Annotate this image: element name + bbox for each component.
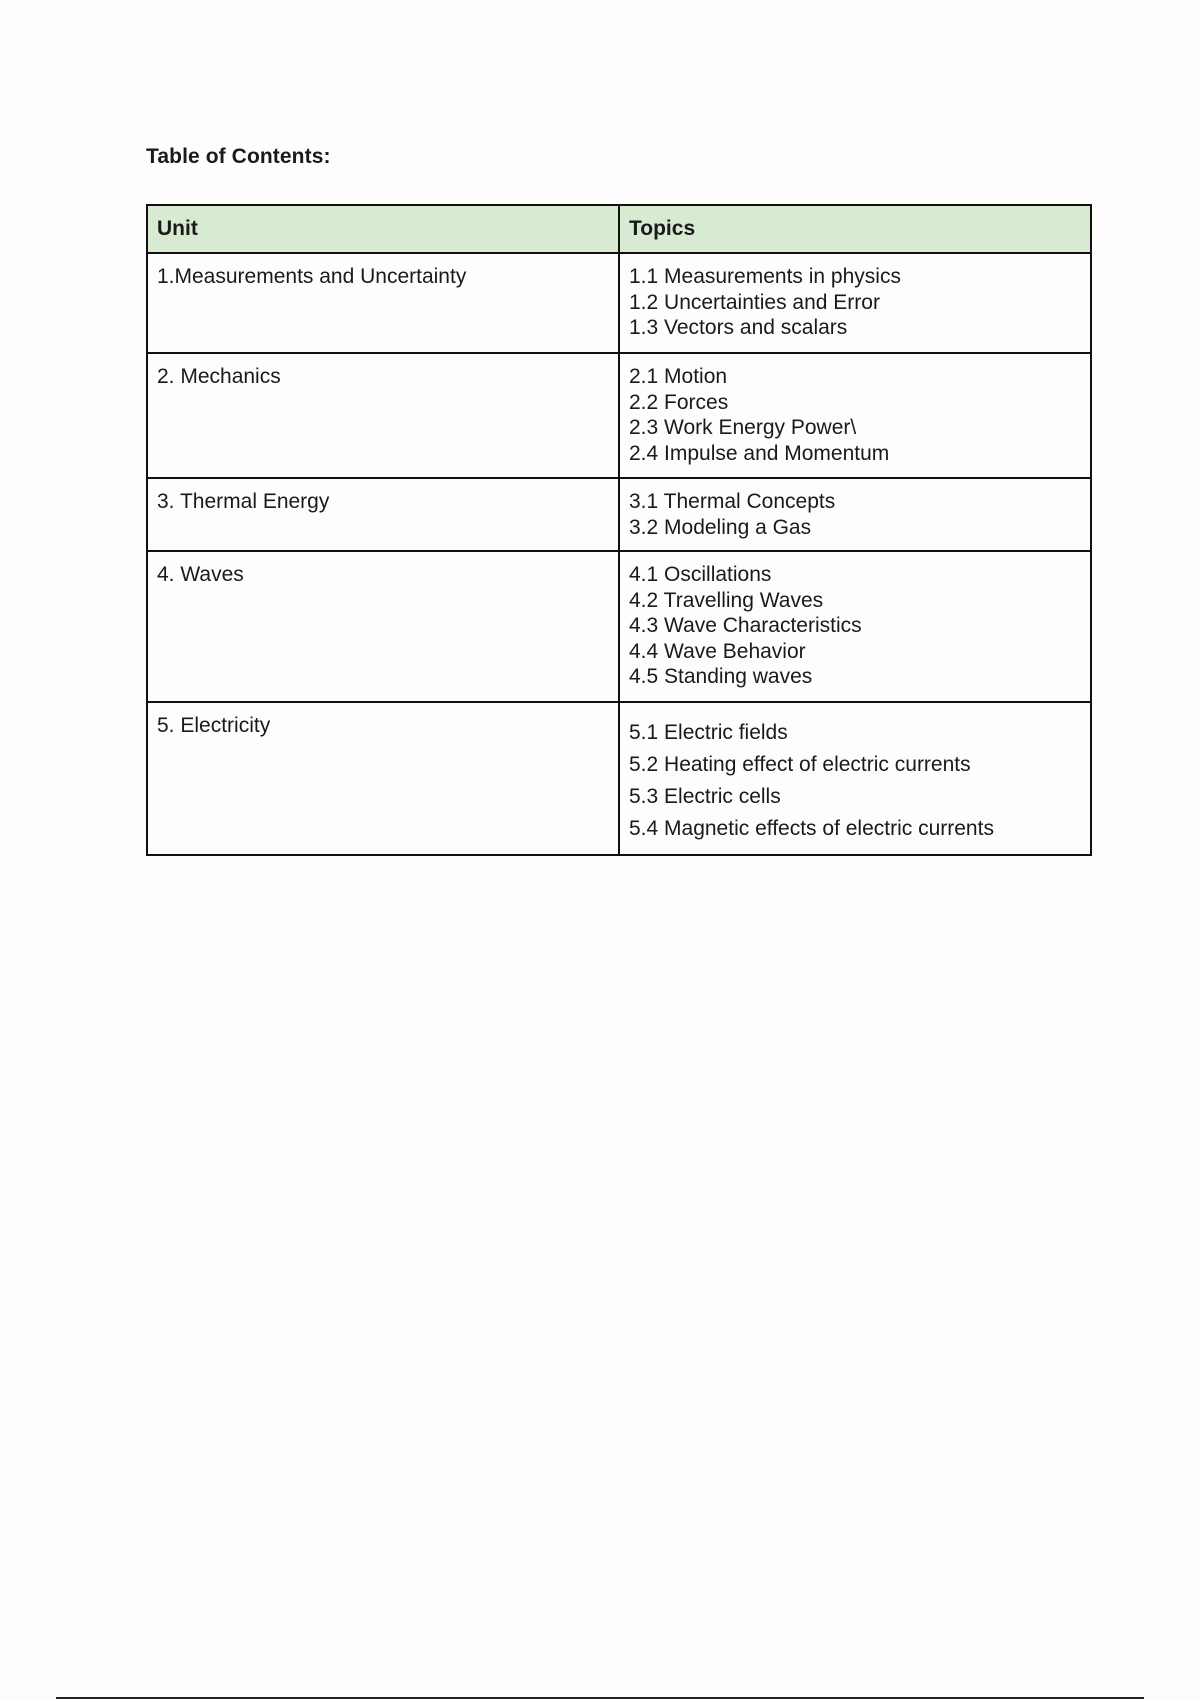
topics-cell xyxy=(619,478,1091,551)
topic-item: 1.1 Measurements in physics xyxy=(629,265,901,288)
table-row xyxy=(147,551,1091,702)
unit-cell: 3. Thermal Energy xyxy=(147,478,619,551)
table-row xyxy=(147,478,1091,551)
table-row xyxy=(147,253,1091,353)
table-header-row xyxy=(147,205,1091,253)
toc-table xyxy=(146,204,1092,856)
topic-item: 5.1 Electric fields xyxy=(629,721,788,744)
topics-cell xyxy=(619,702,1091,855)
topic-item: 2.4 Impulse and Momentum xyxy=(629,441,890,465)
topics-cell xyxy=(619,353,1091,478)
topics-cell xyxy=(619,551,1091,702)
toc-title: Table of Contents: xyxy=(146,145,331,168)
unit-cell: 4. Waves xyxy=(147,551,619,702)
unit-cell: 2. Mechanics xyxy=(147,353,619,478)
topics-cell xyxy=(619,253,1091,353)
header-topics: Topics xyxy=(619,205,1091,253)
topic-item: 4.2 Travelling Waves xyxy=(629,588,824,612)
topic-item: 1.2 Uncertainties and Error xyxy=(629,290,880,314)
topic-item: 3.1 Thermal Concepts xyxy=(629,490,836,513)
topic-item: 2.3 Work Energy Power\ xyxy=(629,416,857,439)
table-row xyxy=(147,702,1091,855)
topic-item: 5.3 Electric cells xyxy=(629,785,781,808)
topic-item: 3.2 Modeling a Gas xyxy=(629,515,812,539)
header-unit: Unit xyxy=(147,205,619,253)
unit-cell: 1.Measurements and Uncertainty xyxy=(147,253,619,353)
topic-item: 5.4 Magnetic effects of electric currents xyxy=(629,817,994,840)
topic-item: 4.5 Standing waves xyxy=(629,665,813,688)
topic-item: 4.1 Oscillations xyxy=(629,563,772,586)
topic-item: 1.3 Vectors and scalars xyxy=(629,316,848,339)
footer-divider xyxy=(56,1697,1144,1699)
topic-item: 5.2 Heating effect of electric currents xyxy=(629,753,971,776)
table-row xyxy=(147,353,1091,478)
topic-item: 4.4 Wave Behavior xyxy=(629,639,806,663)
topic-item: 2.1 Motion xyxy=(629,365,728,388)
topic-item: 2.2 Forces xyxy=(629,390,729,414)
unit-cell: 5. Electricity xyxy=(147,702,619,855)
topic-item: 4.3 Wave Characteristics xyxy=(629,614,862,637)
